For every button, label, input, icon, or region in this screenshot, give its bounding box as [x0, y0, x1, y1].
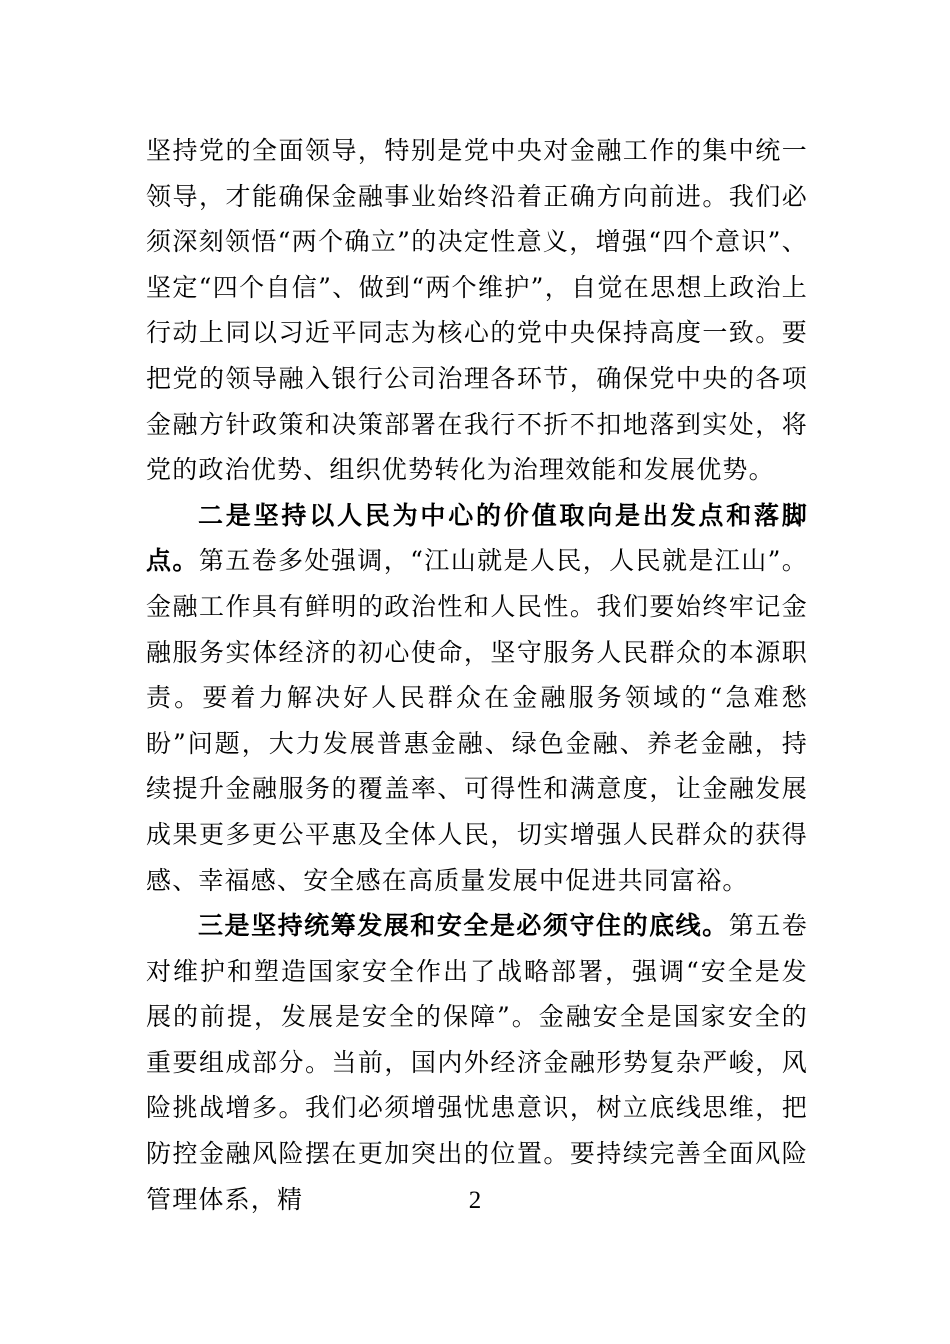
paragraph-point-two	[146, 493, 808, 903]
paragraph-text: 第五卷多处强调，“江山就是人民，人民就是江山”。金融工作具有鲜明的政治性和人民性。我们要始终牢记金融服务实体经济的初心使命，坚守服务人民群众的本源职责。要着力解决好人民群众在金融服务领域的“急难愁盼”问题，大力发展普惠金融、绿色金融、养老金融，持续提升金融服务的覆盖率、可得性和满意度，让金融发展成果更多更公平惠及全体人民，切实增强人民群众的获得感、幸福感、安全感在高质量发展中促进共同富裕。	[146, 546, 808, 895]
paragraph-continued	[146, 128, 808, 493]
paragraph-text: 坚持党的全面领导，特别是党中央对金融工作的集中统一领导，才能确保金融事业始终沿着正确方向前进。我们必须深刻领悟“两个确立”的决定性意义，增强“四个意识”、坚定“四个自信”、做到“两个维护”，自觉在思想上政治上行动上同以习近平同志为核心的党中央保持高度一致。要把党的领导融入银行公司治理各环节，确保党中央的各项金融方针政策和决策部署在我行不折不扣地落到实处，将党的政治优势、组织优势转化为治理效能和发展优势。	[146, 136, 808, 485]
page-number: 2	[468, 1187, 482, 1214]
body-text	[146, 128, 808, 1222]
paragraph-point-three	[146, 903, 808, 1222]
paragraph-text: 第五卷对维护和塑造国家安全作出了战略部署，强调“安全是发展的前提，发展是安全的保障”。金融安全是国家安全的重要组成部分。当前，国内外经济金融形势复杂严峻，风险挑战增多。我们必须增强忧患意识，树立底线思维，把防控金融风险摆在更加突出的位置。要持续完善全面风险管理体系，精	[146, 911, 808, 1214]
paragraph-heading: 三是坚持统筹发展和安全是必须守住的底线。	[198, 911, 729, 941]
paragraph-heading: 二是坚持以人民为中心的价值取向是出发点和落脚点。	[146, 500, 808, 576]
